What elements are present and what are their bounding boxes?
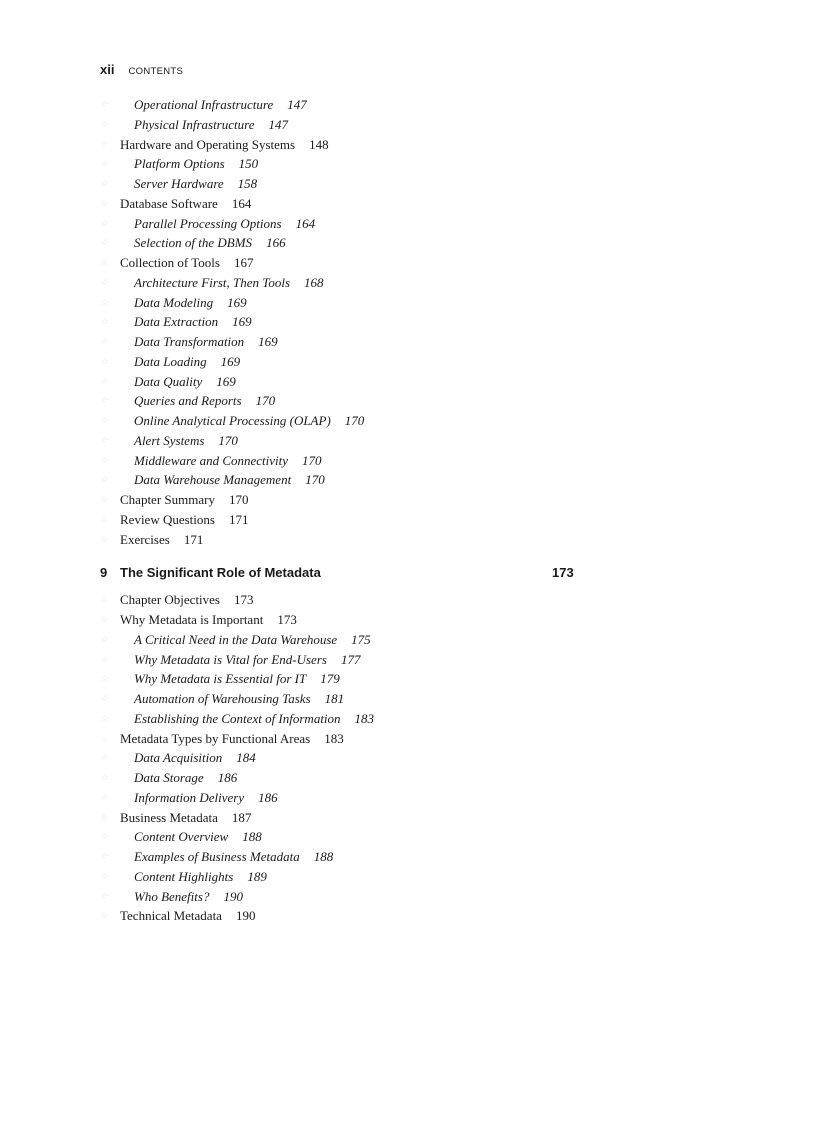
toc-entry-page-number: 164 [231, 195, 252, 211]
toc-entry-page-number: 170 [218, 432, 238, 448]
toc-entry-page-number: 186 [217, 770, 238, 785]
toc-entry-page-number: 164 [295, 215, 316, 231]
toc-entry-page-number: 170 [302, 452, 322, 468]
toc-entry-title: Content Overview [134, 829, 229, 845]
toc-entry-page-number: 175 [351, 631, 371, 647]
toc-entry[interactable] [100, 135, 590, 155]
row-marker-icon: ☆ [100, 693, 109, 703]
row-marker-icon: ☆ [100, 197, 109, 208]
toc-entry-title: Review Questions [120, 511, 215, 527]
row-marker-icon: ☆ [100, 870, 109, 881]
row-marker-icon: ☆ [100, 434, 109, 445]
toc-entry-page-number: 183 [354, 710, 375, 726]
toc-subentry[interactable] [100, 669, 590, 689]
toc-entry-title: Data Modeling [134, 294, 214, 310]
row-marker-icon: ☆ [100, 772, 109, 782]
chapter-title: The Significant Role of Metadata [120, 565, 321, 581]
toc-entry-page-number: 169 [216, 373, 236, 389]
toc-entry-page-number: 173 [277, 612, 297, 627]
toc-entry-title: Why Metadata is Vital for End-Users [134, 651, 327, 667]
toc-entry-title: Data Warehouse Management [134, 472, 292, 488]
chapter-number: 9 [100, 565, 108, 581]
toc-entry-page-number: 148 [309, 136, 329, 152]
toc-subentry[interactable] [100, 867, 590, 887]
toc-entry-page-number: 168 [304, 274, 324, 290]
row-marker-icon: ☆ [100, 395, 109, 406]
toc-subentry[interactable] [100, 650, 590, 670]
toc-entry-page-number: 188 [242, 829, 262, 845]
row-marker-icon: ☆ [100, 851, 109, 861]
row-marker-icon: ☆ [100, 494, 109, 504]
row-marker-icon: ☆ [100, 831, 109, 842]
toc-entry[interactable] [100, 253, 590, 273]
row-marker-icon: ☆ [100, 415, 109, 425]
toc-entry-page-number: 170 [305, 472, 325, 488]
toc-entry-page-number: 187 [231, 809, 252, 825]
toc-subentry[interactable] [100, 887, 590, 907]
toc-subentry[interactable] [100, 115, 590, 135]
toc-entry-title: Data Transformation [134, 334, 245, 349]
toc-entry-page-number: 171 [183, 531, 204, 547]
toc-entry-title: Online Analytical Processing (OLAP) [134, 413, 331, 428]
toc-entry-title: Collection of Tools [120, 255, 220, 270]
toc-entry-page-number: 166 [266, 235, 286, 251]
toc-subentry[interactable] [100, 312, 590, 332]
toc-subentry[interactable] [100, 768, 590, 788]
toc-entry-title: Chapter Objectives [120, 592, 220, 608]
toc-entry-title: Data Loading [134, 353, 207, 369]
toc-entry-title: Content Highlights [134, 868, 234, 884]
toc-entry-title: Business Metadata [120, 809, 218, 825]
row-marker-icon: ☆ [100, 355, 109, 366]
row-marker-icon: ☆ [100, 910, 109, 921]
toc-entry-title: Physical Infrastructure [134, 116, 255, 132]
row-marker-icon: ☆ [100, 513, 109, 524]
row-marker-icon: ☆ [100, 296, 109, 307]
toc-entry-title: Metadata Types by Functional Areas [120, 730, 311, 746]
toc-entry-page-number: 147 [268, 116, 288, 132]
toc-subentry[interactable] [100, 174, 590, 194]
toc-subentry[interactable] [100, 95, 590, 115]
row-marker-icon: ☆ [100, 454, 109, 465]
toc-entry-title: Exercises [120, 531, 170, 547]
row-marker-icon: ☆ [100, 316, 109, 327]
toc-entry-title: Technical Metadata [120, 908, 222, 924]
row-marker-icon: ☆ [100, 276, 109, 287]
toc-subentry[interactable] [100, 214, 590, 234]
toc-entry-title: A Critical Need in the Data Warehouse [134, 631, 338, 647]
toc-subentry[interactable] [100, 847, 590, 867]
toc-entry-title: Server Hardware [134, 176, 224, 191]
toc-section [100, 95, 590, 549]
toc-entry-title: Data Storage [134, 770, 204, 785]
toc-subentry[interactable] [100, 470, 590, 490]
row-marker-icon: ☆ [100, 178, 109, 188]
toc-entry[interactable] [100, 530, 590, 550]
toc-subentry[interactable] [100, 451, 590, 471]
toc-subentry[interactable] [100, 788, 590, 808]
toc-entry-title: Parallel Processing Options [134, 215, 282, 231]
toc-entry[interactable] [100, 510, 590, 530]
toc-entry-page-number: 170 [255, 393, 276, 409]
toc-entry-page-number: 169 [220, 353, 241, 369]
row-marker-icon: ☆ [100, 752, 109, 763]
toc-entry-title: Database Software [120, 195, 218, 211]
row-marker-icon: ☆ [100, 474, 109, 485]
toc-entry-page-number: 184 [236, 750, 256, 766]
row-marker-icon: ☆ [100, 217, 109, 228]
toc-entry-page-number: 190 [223, 888, 243, 904]
row-marker-icon: ☆ [100, 633, 109, 644]
running-head: CONTENTS [128, 66, 184, 77]
toc-entry-page-number: 183 [324, 730, 344, 746]
toc-entry-page-number: 158 [237, 176, 258, 191]
row-marker-icon: ☆ [100, 791, 109, 802]
toc-subentry[interactable] [100, 630, 590, 650]
toc-entry[interactable] [100, 194, 590, 214]
toc-subentry[interactable] [100, 689, 590, 709]
row-marker-icon: ☆ [100, 811, 109, 822]
toc-entry-title: Information Delivery [134, 789, 245, 805]
row-marker-icon: ☆ [100, 732, 109, 743]
toc-entry-title: Data Acquisition [134, 750, 223, 766]
toc-entry-title: Why Metadata is Essential for IT [134, 671, 307, 687]
row-marker-icon: ☆ [100, 257, 109, 267]
toc-entry-title: Platform Options [134, 156, 225, 172]
toc-entry-page-number: 171 [228, 511, 249, 527]
toc-entry-title: Selection of the DBMS [134, 235, 253, 251]
row-marker-icon: ☆ [100, 533, 109, 544]
toc-entry-page-number: 186 [258, 789, 278, 805]
toc-entry-title: Queries and Reports [134, 393, 242, 409]
row-marker-icon: ☆ [100, 712, 109, 723]
toc-subentry[interactable] [100, 293, 590, 313]
toc-entry[interactable] [100, 490, 590, 510]
toc-subentry[interactable] [100, 391, 590, 411]
toc-subentry[interactable] [100, 352, 590, 372]
toc-entry-title: Alert Systems [134, 432, 205, 448]
toc-subentry[interactable] [100, 273, 590, 293]
toc-entry-page-number: 147 [287, 97, 307, 112]
toc-entry-page-number: 169 [258, 334, 278, 349]
toc-subentry[interactable] [100, 709, 590, 729]
toc-entry[interactable] [100, 808, 590, 828]
toc-subentry[interactable] [100, 154, 590, 174]
toc-subentry[interactable] [100, 431, 590, 451]
table-of-contents [100, 95, 590, 926]
row-marker-icon: ☆ [100, 673, 109, 684]
row-marker-icon: ☆ [100, 336, 109, 346]
toc-entry-page-number: 173 [234, 592, 254, 608]
toc-entry-page-number: 179 [320, 671, 340, 687]
toc-entry-page-number: 169 [232, 314, 252, 330]
toc-entry-page-number: 177 [340, 651, 361, 667]
toc-entry-page-number: 150 [238, 156, 259, 172]
row-marker-icon: ☆ [100, 375, 109, 386]
toc-entry-page-number: 190 [235, 908, 256, 924]
toc-entry-title: Automation of Warehousing Tasks [134, 691, 311, 706]
toc-entry-title: Establishing the Context of Information [134, 710, 341, 726]
page-header [100, 62, 183, 77]
toc-entry-page-number: 170 [228, 492, 249, 507]
toc-subentry[interactable] [100, 233, 590, 253]
toc-entry[interactable] [100, 729, 590, 749]
toc-subentry[interactable] [100, 411, 590, 431]
row-marker-icon: ☆ [100, 653, 109, 664]
toc-entry-title: Data Extraction [134, 314, 219, 330]
toc-entry-page-number: 167 [233, 255, 254, 270]
row-marker-icon: ☆ [100, 614, 109, 624]
toc-entry-page-number: 188 [313, 849, 334, 864]
toc-subentry[interactable] [100, 827, 590, 847]
toc-subentry[interactable] [100, 748, 590, 768]
toc-entry-title: Who Benefits? [134, 888, 210, 904]
toc-entry-page-number: 170 [344, 413, 365, 428]
toc-entry-title: Chapter Summary [120, 492, 215, 507]
row-marker-icon: ☆ [100, 237, 109, 248]
page-number: xii [100, 62, 115, 77]
toc-section [100, 590, 590, 926]
row-marker-icon: ☆ [100, 594, 109, 605]
toc-entry-page-number: 189 [247, 868, 267, 884]
row-marker-icon: ☆ [100, 138, 109, 149]
toc-entry[interactable] [100, 610, 590, 630]
toc-entry-title: Examples of Business Metadata [134, 849, 300, 864]
row-marker-icon: ☆ [100, 118, 109, 129]
toc-entry-page-number: 181 [324, 691, 345, 706]
row-marker-icon: ☆ [100, 158, 109, 169]
toc-entry-title: Why Metadata is Important [120, 612, 264, 627]
toc-entry-title: Hardware and Operating Systems [120, 136, 296, 152]
row-marker-icon: ☆ [100, 890, 109, 901]
toc-entry-title: Middleware and Connectivity [134, 452, 289, 468]
toc-entry-title: Architecture First, Then Tools [134, 274, 290, 290]
row-marker-icon: ☆ [100, 99, 109, 109]
toc-entry[interactable] [100, 590, 590, 610]
toc-entry-page-number: 169 [227, 294, 247, 310]
toc-entry-title: Operational Infrastructure [134, 97, 274, 112]
toc-subentry[interactable] [100, 332, 590, 352]
chapter-heading[interactable] [100, 563, 590, 583]
chapter-page-number: 173 [552, 565, 574, 581]
toc-subentry[interactable] [100, 372, 590, 392]
toc-entry-title: Data Quality [134, 373, 203, 389]
toc-entry[interactable] [100, 906, 590, 926]
